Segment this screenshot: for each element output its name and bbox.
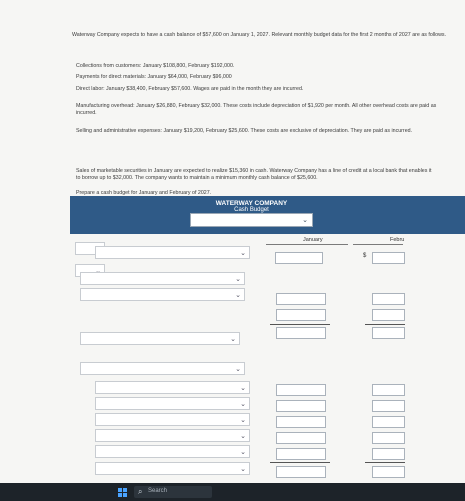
budget-title: Cash Budget [234, 207, 269, 213]
column-rule-january [266, 244, 348, 245]
january-input-6[interactable] [276, 416, 326, 428]
chevron-down-icon: ⌄ [235, 292, 241, 299]
problem-item-labor: Direct labor: January $38,400, February $57,600. Wages are paid in the month they are incurred. [76, 86, 304, 92]
chevron-down-icon: ⌄ [240, 401, 246, 408]
february-input-4[interactable] [372, 384, 405, 396]
chevron-down-icon: ⌄ [240, 433, 246, 440]
row-label-select-2[interactable] [80, 272, 245, 285]
february-total-input[interactable] [372, 327, 405, 339]
february-input-5[interactable] [372, 400, 405, 412]
problem-item-overhead: Manufacturing overhead: January $26,880, February $32,000. These costs include depreciation of $1,920 per month. All other overhead costs are paid as incurred. [76, 103, 437, 117]
february-disbursement-rule [365, 462, 405, 463]
company-name: WATERWAY COMPANY [215, 200, 288, 207]
chevron-down-icon: ⌄ [240, 466, 246, 473]
row-label-select-6[interactable] [95, 381, 250, 394]
january-subtotal-rule [270, 324, 330, 325]
problem-task: Prepare a cash budget for January and February of 2027. [76, 190, 212, 196]
row-label-select-8[interactable] [95, 413, 250, 426]
row-label-select-3[interactable] [80, 288, 245, 301]
problem-securities: Sales of marketable securities in January are expected to realize $15,360 in cash. Waterway Company has a line of credit at a local bank that enables it to borrow up to $32,000. The company wants to maintain a minimum monthly cash balance of $25,600. [76, 168, 432, 182]
row-label-select-5[interactable] [80, 362, 245, 375]
february-input-9[interactable] [372, 466, 405, 478]
february-input-1[interactable] [372, 252, 405, 264]
column-february: Febru [390, 237, 405, 243]
chevron-down-icon: ⌄ [235, 366, 241, 373]
taskbar-search[interactable] [134, 486, 212, 498]
problem-item-materials: Payments for direct materials: January $64,000, February $96,000 [76, 74, 232, 80]
february-dollar-sign: $ [363, 253, 367, 259]
row-label-select-7[interactable] [95, 397, 250, 410]
chevron-down-icon: ⌄ [302, 217, 308, 224]
windows-taskbar [0, 483, 465, 501]
january-input-2[interactable] [276, 293, 326, 305]
january-input-1[interactable] [275, 252, 323, 264]
february-input-3[interactable] [372, 309, 405, 321]
cash-budget-form [70, 196, 465, 486]
row-label-select-1[interactable] [95, 246, 250, 259]
problem-intro: Waterway Company expects to have a cash balance of $57,600 on January 1, 2027. Relevant monthly budget data for the first 2 months of 2027 are as follows. [72, 32, 447, 38]
chevron-down-icon: ⌄ [240, 449, 246, 456]
january-input-8[interactable] [276, 448, 326, 460]
chevron-down-icon: ⌄ [240, 385, 246, 392]
column-rule-february [353, 244, 403, 245]
column-january: January [303, 237, 323, 243]
january-input-3[interactable] [276, 309, 326, 321]
february-input-7[interactable] [372, 432, 405, 444]
row-label-select-4[interactable] [80, 332, 240, 345]
search-placeholder: Search [148, 488, 168, 494]
chevron-down-icon: ⌄ [230, 336, 236, 343]
chevron-down-icon: ⌄ [240, 250, 246, 257]
budget-header [70, 196, 465, 234]
january-total-input[interactable] [276, 327, 326, 339]
row-label-select-10[interactable] [95, 445, 250, 458]
january-disbursement-rule [270, 462, 330, 463]
february-input-2[interactable] [372, 293, 405, 305]
chevron-down-icon: ⌄ [240, 417, 246, 424]
february-input-8[interactable] [372, 448, 405, 460]
windows-icon[interactable] [118, 488, 127, 497]
february-input-6[interactable] [372, 416, 405, 428]
chevron-down-icon: ⌄ [235, 276, 241, 283]
february-subtotal-rule [365, 324, 405, 325]
row-label-select-9[interactable] [95, 429, 250, 442]
row-label-select-11[interactable] [95, 462, 250, 475]
problem-item-selling-admin: Selling and administrative expenses: January $19,200, February $25,600. These costs are exclusive of depreciation. They are paid as incurred. [76, 128, 413, 134]
january-input-7[interactable] [276, 432, 326, 444]
period-dropdown[interactable] [190, 213, 313, 227]
search-icon: ⌕ [138, 487, 143, 496]
january-input-9[interactable] [276, 466, 326, 478]
problem-item-collections: Collections from customers: January $108,800, February $192,000. [76, 63, 235, 69]
january-input-4[interactable] [276, 384, 326, 396]
january-input-5[interactable] [276, 400, 326, 412]
